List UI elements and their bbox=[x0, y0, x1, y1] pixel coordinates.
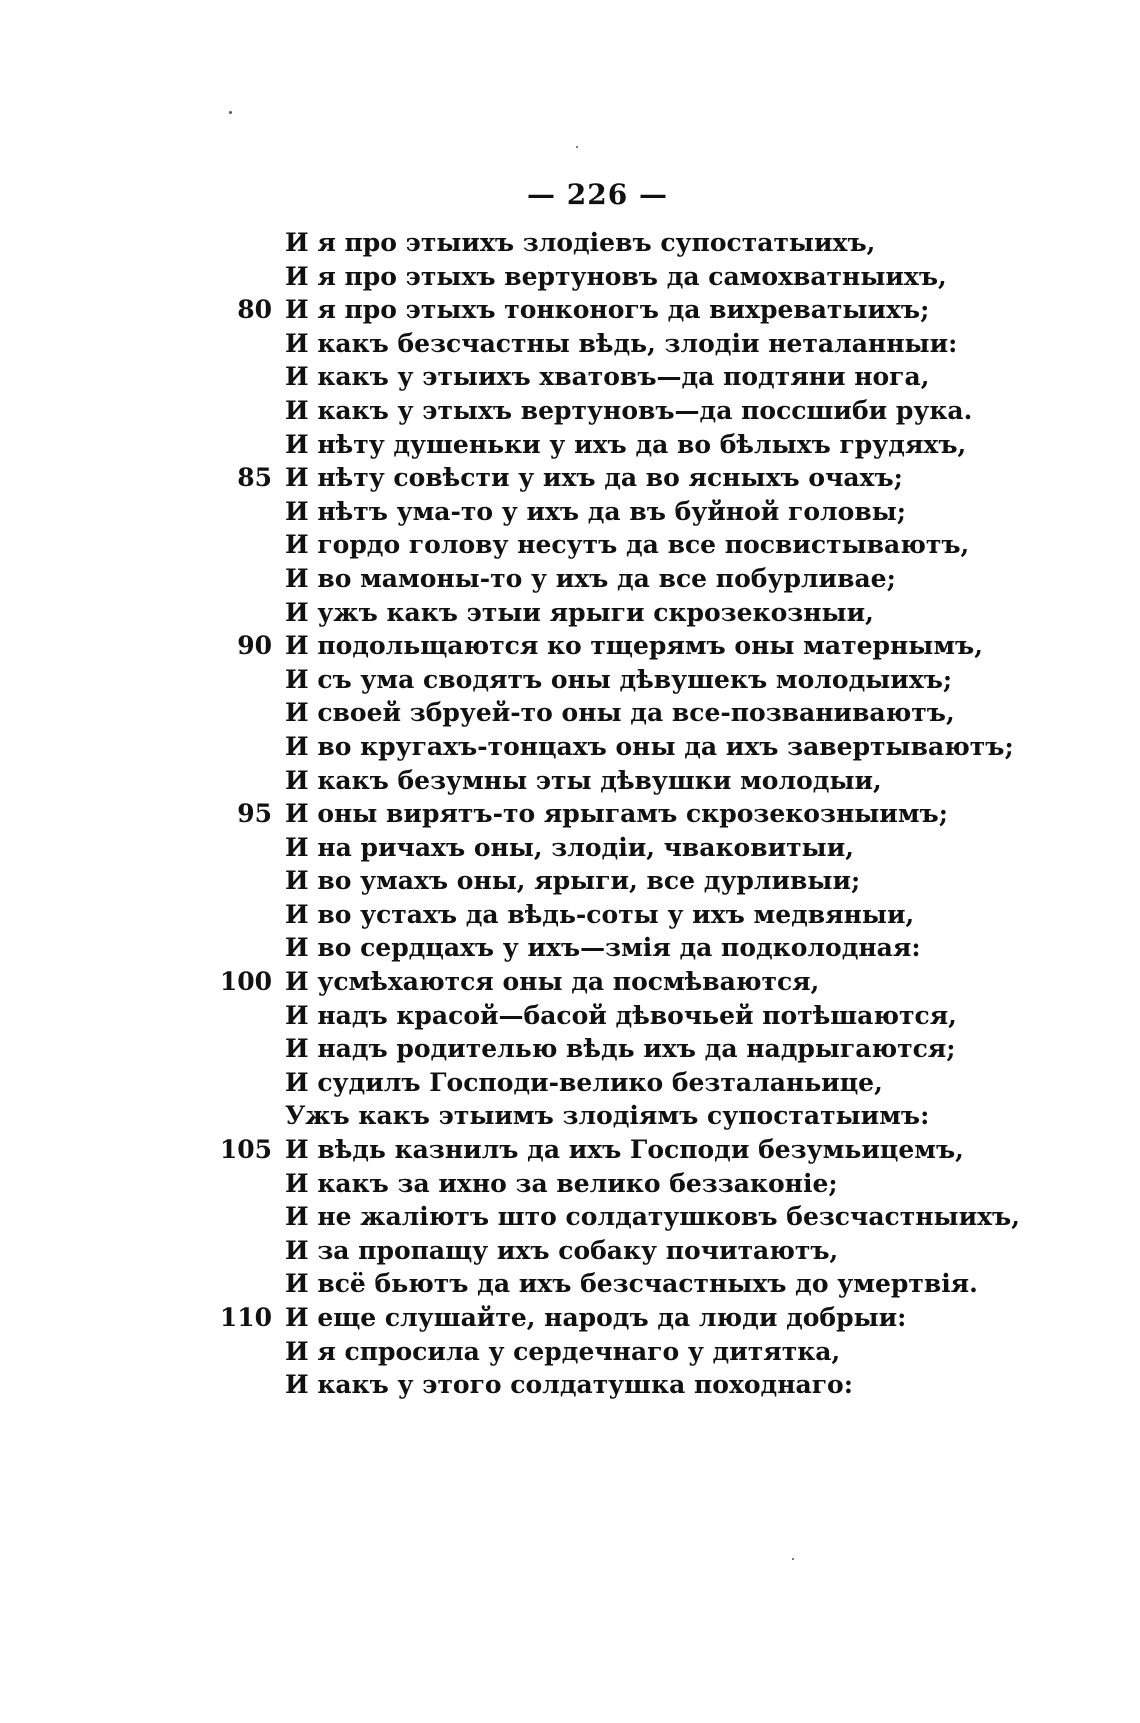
line-text: И еще слушайте, народъ да люди добрыи: bbox=[285, 1303, 907, 1332]
page-number: — 226 — bbox=[527, 178, 668, 211]
line-text: И усмѣхаются оны да посмѣваются, bbox=[285, 967, 820, 997]
verse-line bbox=[0, 528, 1140, 562]
line-text: И оны вирятъ-то ярыгамъ скрозекозныимъ; bbox=[285, 799, 948, 829]
verse-line bbox=[0, 596, 1140, 630]
verse-line bbox=[0, 1066, 1140, 1100]
line-text: И ужъ какъ этыи ярыги скрозекозныи, bbox=[285, 597, 874, 627]
verse-line bbox=[0, 1133, 1140, 1167]
line-text: И я про этыихъ злодіевъ супостатыихъ, bbox=[285, 228, 876, 257]
line-text: И во кругахъ-тонцахъ оны да ихъ завертываютъ; bbox=[285, 731, 1014, 761]
verse-line bbox=[0, 931, 1140, 965]
line-text: И на ричахъ оны, злодіи, чваковитыи, bbox=[285, 832, 854, 862]
line-text: И я про этыхъ вертуновъ да самохватныихъ, bbox=[285, 261, 947, 291]
verse-line bbox=[0, 226, 1140, 260]
line-text: И всё бьютъ да ихъ безсчастныхъ до умертвія. bbox=[285, 1269, 978, 1299]
line-text: И во мамоны-то у ихъ да все побурливае; bbox=[285, 563, 896, 593]
line-text: И нѣту душеньки у ихъ да во бѣлыхъ грудяхъ, bbox=[285, 429, 967, 459]
verse-line bbox=[0, 898, 1140, 932]
line-text: И надъ родителью вѣдь ихъ да надрыгаются; bbox=[285, 1034, 956, 1064]
line-text: И гордо голову несутъ да все посвистываютъ, bbox=[285, 530, 970, 560]
line-text: И во сердцахъ у ихъ—змія да подколодная: bbox=[285, 933, 921, 963]
verse-line bbox=[0, 1267, 1140, 1301]
line-text: И во устахъ да вѣдь-соты у ихъ медвяныи, bbox=[285, 899, 915, 929]
verse-line bbox=[0, 696, 1140, 730]
verse-line bbox=[0, 1032, 1140, 1066]
verse-line bbox=[0, 260, 1140, 294]
line-text: И не жаліютъ што солдатушковъ безсчастныихъ, bbox=[285, 1202, 1020, 1232]
line-text: И своей збруей-то оны да все-позваниваютъ, bbox=[285, 698, 955, 728]
verse-line bbox=[0, 764, 1140, 798]
line-text: И какъ за ихно за велико беззаконіе; bbox=[285, 1168, 838, 1198]
line-text: И какъ у этыхъ вертуновъ—да поссшиби рука. bbox=[285, 395, 973, 425]
verse-line bbox=[0, 730, 1140, 764]
verse-line bbox=[0, 495, 1140, 529]
verse-line bbox=[0, 831, 1140, 865]
verse-line bbox=[0, 1200, 1140, 1234]
line-text: И нѣту совѣсти у ихъ да во ясныхъ очахъ; bbox=[285, 463, 903, 493]
verse-line bbox=[0, 360, 1140, 394]
verse-line bbox=[0, 999, 1140, 1033]
verse-line bbox=[0, 1301, 1140, 1335]
line-number: 95 bbox=[237, 799, 272, 829]
verse-line bbox=[0, 327, 1140, 361]
line-number: 100 bbox=[219, 967, 272, 997]
verse-line bbox=[0, 864, 1140, 898]
line-text: И подольщаются ко тщерямъ оны матернымъ, bbox=[285, 631, 983, 661]
verse-line bbox=[0, 1335, 1140, 1369]
line-text: И вѣдь казнилъ да ихъ Господи безумьицемъ, bbox=[285, 1135, 964, 1165]
verse-line bbox=[0, 461, 1140, 495]
line-text: И я про этыхъ тонконогъ да вихреватыихъ; bbox=[285, 295, 930, 325]
line-number: 85 bbox=[237, 463, 272, 493]
verse-line bbox=[0, 428, 1140, 462]
line-number: 105 bbox=[219, 1135, 272, 1165]
scan-speck bbox=[792, 1558, 794, 1560]
line-text: И съ ума сводятъ оны дѣвушекъ молодыихъ; bbox=[285, 664, 953, 694]
verse-block bbox=[0, 226, 1140, 1402]
line-text: И какъ у этого солдатушка походнаго: bbox=[285, 1370, 853, 1400]
verse-line bbox=[0, 663, 1140, 697]
verse-line bbox=[0, 1368, 1140, 1402]
line-number: 110 bbox=[219, 1303, 272, 1332]
line-number: 90 bbox=[237, 631, 272, 661]
scan-speck bbox=[229, 111, 232, 114]
verse-line bbox=[0, 562, 1140, 596]
verse-line bbox=[0, 1099, 1140, 1133]
line-text: И за пропащу ихъ собаку почитаютъ, bbox=[285, 1235, 839, 1265]
verse-line bbox=[0, 965, 1140, 999]
line-text: Ужъ какъ этыимъ злодіямъ супостатыимъ: bbox=[285, 1101, 930, 1131]
verse-line bbox=[0, 1167, 1140, 1201]
line-text: И какъ у этыихъ хватовъ—да подтяни нога, bbox=[285, 362, 930, 392]
line-text: И какъ безсчастны вѣдь, злодіи неталанныи: bbox=[285, 328, 958, 358]
verse-line bbox=[0, 629, 1140, 663]
line-text: И я спросила у сердечнаго у дитятка, bbox=[285, 1336, 841, 1366]
line-number: 80 bbox=[237, 295, 272, 325]
line-text: И судилъ Господи-велико безталаньице, bbox=[285, 1067, 883, 1097]
line-text: И надъ красой—басой дѣвочьей потѣшаются, bbox=[285, 1000, 957, 1030]
verse-line bbox=[0, 1234, 1140, 1268]
line-text: И какъ безумны эты дѣвушки молодыи, bbox=[285, 765, 882, 795]
verse-line bbox=[0, 394, 1140, 428]
verse-line bbox=[0, 797, 1140, 831]
verse-line bbox=[0, 293, 1140, 327]
line-text: И во умахъ оны, ярыги, все дурливыи; bbox=[285, 866, 861, 896]
line-text: И нѣтъ ума-то у ихъ да въ буйной головы; bbox=[285, 496, 906, 526]
scan-speck bbox=[576, 146, 578, 148]
